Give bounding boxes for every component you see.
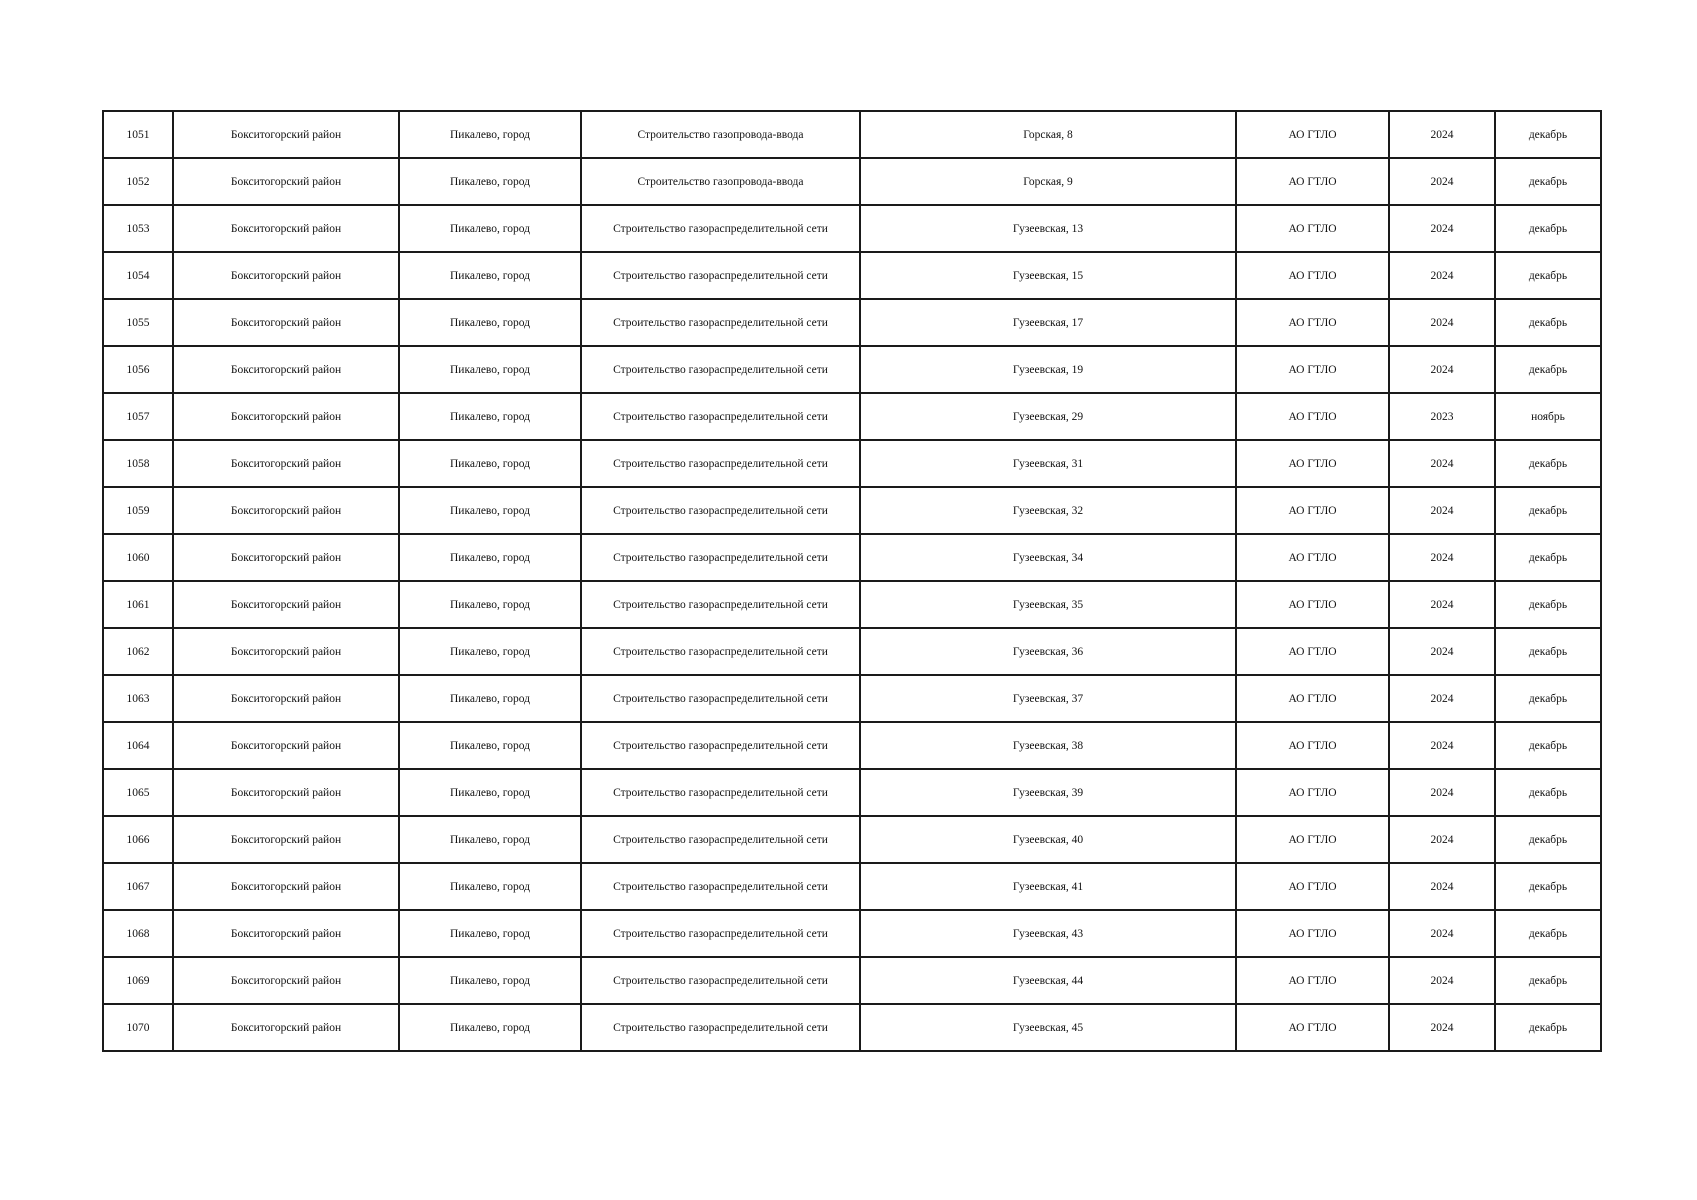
table-row [103,440,1601,487]
cell-district: Бокситогорский район [173,205,399,252]
cell-district: Бокситогорский район [173,957,399,1004]
cell-district: Бокситогорский район [173,440,399,487]
cell-number: 1070 [103,1004,173,1051]
table-row [103,1004,1601,1051]
cell-organization: АО ГТЛО [1236,816,1389,863]
table-row [103,957,1601,1004]
cell-month: декабрь [1495,816,1601,863]
cell-work-type: Строительство газопровода-ввода [581,111,860,158]
cell-address: Гузеевская, 41 [860,863,1236,910]
cell-month: декабрь [1495,581,1601,628]
cell-work-type: Строительство газораспределительной сети [581,1004,860,1051]
cell-number: 1061 [103,581,173,628]
cell-district: Бокситогорский район [173,487,399,534]
cell-month: декабрь [1495,628,1601,675]
cell-organization: АО ГТЛО [1236,252,1389,299]
cell-number: 1059 [103,487,173,534]
cell-month: декабрь [1495,957,1601,1004]
cell-month: декабрь [1495,440,1601,487]
cell-month: декабрь [1495,1004,1601,1051]
cell-year: 2024 [1389,440,1495,487]
cell-work-type: Строительство газораспределительной сети [581,863,860,910]
cell-number: 1053 [103,205,173,252]
cell-district: Бокситогорский район [173,252,399,299]
cell-settlement: Пикалево, город [399,1004,581,1051]
cell-number: 1051 [103,111,173,158]
cell-organization: АО ГТЛО [1236,111,1389,158]
cell-organization: АО ГТЛО [1236,299,1389,346]
cell-settlement: Пикалево, город [399,299,581,346]
cell-work-type: Строительство газораспределительной сети [581,252,860,299]
cell-address: Гузеевская, 40 [860,816,1236,863]
cell-settlement: Пикалево, город [399,675,581,722]
cell-number: 1067 [103,863,173,910]
cell-settlement: Пикалево, город [399,957,581,1004]
cell-district: Бокситогорский район [173,675,399,722]
cell-work-type: Строительство газораспределительной сети [581,487,860,534]
cell-settlement: Пикалево, город [399,581,581,628]
cell-year: 2024 [1389,534,1495,581]
table-row [103,534,1601,581]
cell-work-type: Строительство газораспределительной сети [581,769,860,816]
table-row [103,910,1601,957]
cell-settlement: Пикалево, город [399,158,581,205]
cell-month: декабрь [1495,111,1601,158]
cell-settlement: Пикалево, город [399,440,581,487]
cell-settlement: Пикалево, город [399,205,581,252]
table-row [103,675,1601,722]
cell-district: Бокситогорский район [173,722,399,769]
cell-district: Бокситогорский район [173,816,399,863]
table-row [103,158,1601,205]
cell-number: 1054 [103,252,173,299]
cell-work-type: Строительство газораспределительной сети [581,440,860,487]
cell-organization: АО ГТЛО [1236,393,1389,440]
cell-work-type: Строительство газораспределительной сети [581,816,860,863]
cell-organization: АО ГТЛО [1236,346,1389,393]
cell-organization: АО ГТЛО [1236,205,1389,252]
cell-number: 1063 [103,675,173,722]
cell-settlement: Пикалево, город [399,393,581,440]
cell-work-type: Строительство газораспределительной сети [581,722,860,769]
cell-organization: АО ГТЛО [1236,957,1389,1004]
table-row [103,769,1601,816]
cell-address: Гузеевская, 44 [860,957,1236,1004]
cell-year: 2024 [1389,158,1495,205]
table-row [103,863,1601,910]
cell-organization: АО ГТЛО [1236,722,1389,769]
cell-organization: АО ГТЛО [1236,675,1389,722]
table-row [103,111,1601,158]
cell-organization: АО ГТЛО [1236,1004,1389,1051]
cell-address: Гузеевская, 13 [860,205,1236,252]
cell-year: 2024 [1389,1004,1495,1051]
cell-number: 1056 [103,346,173,393]
cell-number: 1068 [103,910,173,957]
cell-organization: АО ГТЛО [1236,863,1389,910]
cell-settlement: Пикалево, город [399,346,581,393]
cell-month: декабрь [1495,534,1601,581]
cell-work-type: Строительство газораспределительной сети [581,910,860,957]
cell-address: Гузеевская, 38 [860,722,1236,769]
cell-district: Бокситогорский район [173,769,399,816]
cell-address: Гузеевская, 39 [860,769,1236,816]
cell-year: 2024 [1389,487,1495,534]
cell-month: декабрь [1495,205,1601,252]
cell-year: 2024 [1389,205,1495,252]
cell-year: 2024 [1389,252,1495,299]
cell-work-type: Строительство газораспределительной сети [581,675,860,722]
cell-district: Бокситогорский район [173,1004,399,1051]
cell-year: 2023 [1389,393,1495,440]
table-row [103,346,1601,393]
cell-number: 1057 [103,393,173,440]
cell-district: Бокситогорский район [173,581,399,628]
cell-month: декабрь [1495,158,1601,205]
cell-address: Гузеевская, 43 [860,910,1236,957]
cell-address: Гузеевская, 29 [860,393,1236,440]
table-row [103,581,1601,628]
cell-settlement: Пикалево, город [399,816,581,863]
cell-settlement: Пикалево, город [399,252,581,299]
cell-settlement: Пикалево, город [399,487,581,534]
cell-work-type: Строительство газораспределительной сети [581,957,860,1004]
cell-organization: АО ГТЛО [1236,158,1389,205]
table-row [103,252,1601,299]
cell-year: 2024 [1389,957,1495,1004]
cell-work-type: Строительство газораспределительной сети [581,205,860,252]
cell-organization: АО ГТЛО [1236,487,1389,534]
cell-month: декабрь [1495,346,1601,393]
cell-address: Гузеевская, 19 [860,346,1236,393]
cell-month: декабрь [1495,487,1601,534]
cell-number: 1066 [103,816,173,863]
cell-work-type: Строительство газопровода-ввода [581,158,860,205]
cell-work-type: Строительство газораспределительной сети [581,534,860,581]
cell-address: Гузеевская, 34 [860,534,1236,581]
cell-year: 2024 [1389,722,1495,769]
cell-settlement: Пикалево, город [399,722,581,769]
registry-table [102,110,1602,1052]
cell-month: ноябрь [1495,393,1601,440]
table-row [103,816,1601,863]
cell-month: декабрь [1495,722,1601,769]
cell-settlement: Пикалево, город [399,910,581,957]
cell-organization: АО ГТЛО [1236,534,1389,581]
cell-year: 2024 [1389,581,1495,628]
table-row [103,205,1601,252]
cell-district: Бокситогорский район [173,346,399,393]
cell-settlement: Пикалево, город [399,111,581,158]
table-body [103,111,1601,1051]
table-row [103,393,1601,440]
cell-year: 2024 [1389,346,1495,393]
cell-year: 2024 [1389,910,1495,957]
cell-district: Бокситогорский район [173,534,399,581]
cell-year: 2024 [1389,299,1495,346]
cell-settlement: Пикалево, город [399,769,581,816]
cell-month: декабрь [1495,675,1601,722]
cell-address: Гузеевская, 15 [860,252,1236,299]
cell-year: 2024 [1389,769,1495,816]
cell-work-type: Строительство газораспределительной сети [581,346,860,393]
cell-address: Гузеевская, 37 [860,675,1236,722]
cell-year: 2024 [1389,863,1495,910]
table-row [103,299,1601,346]
cell-year: 2024 [1389,628,1495,675]
cell-number: 1052 [103,158,173,205]
cell-work-type: Строительство газораспределительной сети [581,628,860,675]
cell-district: Бокситогорский район [173,863,399,910]
cell-settlement: Пикалево, город [399,863,581,910]
cell-work-type: Строительство газораспределительной сети [581,299,860,346]
table-row [103,487,1601,534]
cell-month: декабрь [1495,252,1601,299]
cell-district: Бокситогорский район [173,111,399,158]
cell-number: 1055 [103,299,173,346]
cell-address: Гузеевская, 32 [860,487,1236,534]
cell-number: 1064 [103,722,173,769]
cell-address: Гузеевская, 35 [860,581,1236,628]
cell-district: Бокситогорский район [173,910,399,957]
cell-work-type: Строительство газораспределительной сети [581,393,860,440]
cell-address: Горская, 8 [860,111,1236,158]
cell-settlement: Пикалево, город [399,628,581,675]
cell-month: декабрь [1495,863,1601,910]
cell-organization: АО ГТЛО [1236,628,1389,675]
cell-month: декабрь [1495,769,1601,816]
cell-number: 1069 [103,957,173,1004]
cell-address: Гузеевская, 45 [860,1004,1236,1051]
cell-number: 1065 [103,769,173,816]
cell-year: 2024 [1389,111,1495,158]
cell-address: Горская, 9 [860,158,1236,205]
cell-organization: АО ГТЛО [1236,910,1389,957]
cell-district: Бокситогорский район [173,393,399,440]
cell-settlement: Пикалево, город [399,534,581,581]
cell-number: 1058 [103,440,173,487]
cell-organization: АО ГТЛО [1236,769,1389,816]
cell-year: 2024 [1389,675,1495,722]
cell-number: 1060 [103,534,173,581]
cell-address: Гузеевская, 36 [860,628,1236,675]
cell-month: декабрь [1495,299,1601,346]
cell-district: Бокситогорский район [173,158,399,205]
cell-address: Гузеевская, 17 [860,299,1236,346]
cell-district: Бокситогорский район [173,299,399,346]
cell-number: 1062 [103,628,173,675]
cell-district: Бокситогорский район [173,628,399,675]
table-row [103,628,1601,675]
cell-address: Гузеевская, 31 [860,440,1236,487]
cell-organization: АО ГТЛО [1236,581,1389,628]
cell-organization: АО ГТЛО [1236,440,1389,487]
cell-year: 2024 [1389,816,1495,863]
table-row [103,722,1601,769]
cell-month: декабрь [1495,910,1601,957]
cell-work-type: Строительство газораспределительной сети [581,581,860,628]
